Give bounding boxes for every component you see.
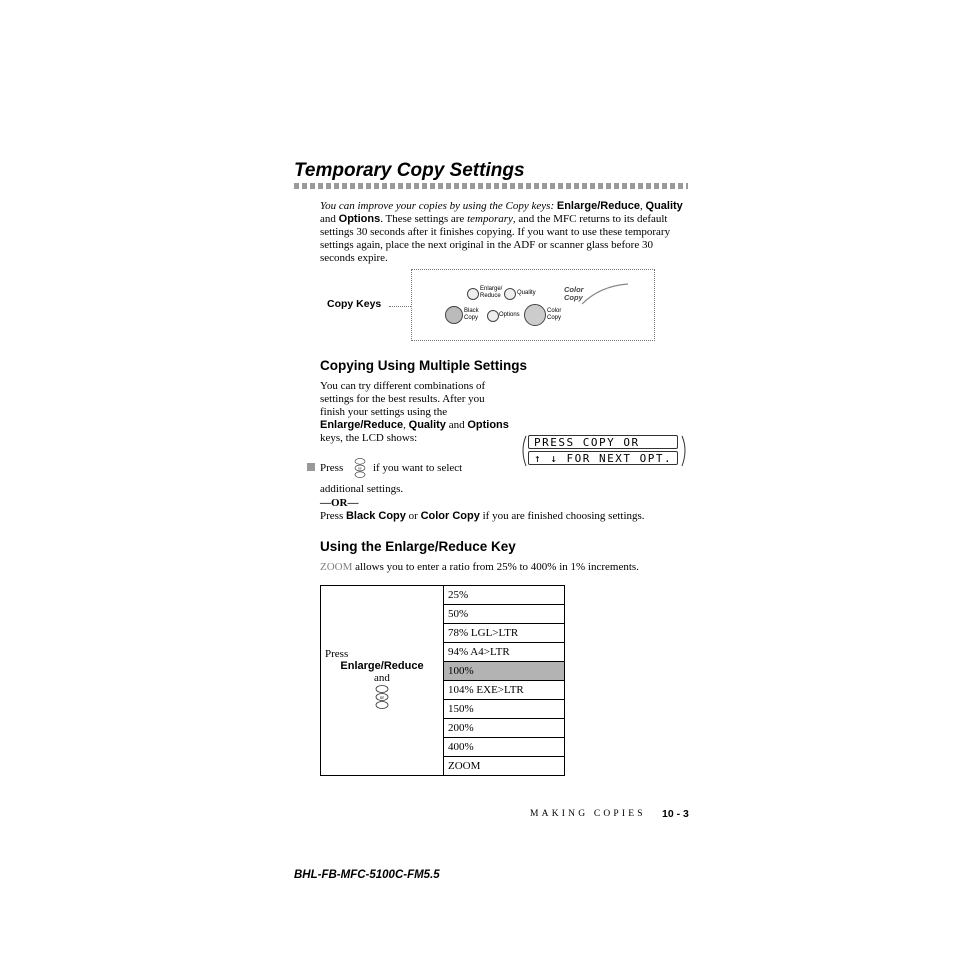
key-black-copy: Black Copy: [345, 510, 406, 522]
or-text: or: [408, 510, 418, 522]
and-text: and: [374, 672, 390, 684]
comma: ,: [640, 200, 643, 212]
press-text: Press: [325, 648, 349, 660]
page-number: 10 - 3: [662, 808, 689, 820]
zoom-paragraph: [320, 561, 700, 574]
intro-mid: . These settings are: [380, 213, 465, 225]
multi-tail: keys, the LCD shows:: [320, 432, 418, 444]
swoosh-graphic: [580, 282, 630, 306]
ratio-option: 50%: [444, 605, 565, 624]
intro-tail: , and the MFC returns to its default settings 30 seconds after it finishes copying. If you want to use these temporary settings again, place the next original in the ADF or scanner glass before 30 seconds expire.: [320, 213, 671, 264]
quality-key-label: Quality: [517, 290, 536, 296]
ratio-option: 104% EXE>LTR: [444, 681, 565, 700]
leader-line: [389, 306, 411, 307]
page-title: Temporary Copy Settings: [294, 160, 525, 181]
footer-section-name: MAKING COPIES: [530, 809, 646, 819]
options-key-label: Options: [499, 312, 520, 318]
up-down-navigation-icon: [373, 684, 391, 710]
section-heading-multiple: Copying Using Multiple Settings: [320, 358, 527, 373]
ratio-option: ZOOM: [444, 757, 565, 776]
step-bullet: [307, 463, 315, 471]
multi-paragraph: [320, 380, 510, 445]
enlarge-reduce-key[interactable]: [467, 288, 479, 300]
temporary-word: temporary: [467, 213, 513, 225]
black-copy-key-label: Black Copy: [464, 308, 479, 321]
or-glyph: or: [358, 465, 362, 471]
key-enlarge-reduce: Enlarge/Reduce: [320, 419, 404, 431]
lcd-line-2: ↑ ↓ FOR NEXT OPT.: [528, 451, 678, 465]
color-copy-logo: Color Copy: [564, 285, 584, 302]
zoom-word: ZOOM: [320, 561, 353, 573]
step-text-line-2: additional settings.: [320, 483, 404, 495]
ratio-option: 150%: [444, 700, 565, 719]
or-separator: —OR—: [320, 497, 359, 509]
press-text: Press: [320, 462, 344, 474]
finish-line: [320, 510, 700, 523]
key-enlarge-reduce: Enlarge/Reduce: [340, 660, 424, 672]
ratio-option: 400%: [444, 738, 565, 757]
table-instruction-cell: [321, 586, 444, 776]
comma: ,: [403, 419, 406, 431]
key-quality: Quality: [645, 200, 683, 212]
and-text: and: [320, 213, 336, 225]
ratio-option-selected: 100%: [444, 662, 565, 681]
intro-paragraph: [320, 200, 690, 265]
ratio-table: [320, 585, 565, 776]
lcd-line-1: PRESS COPY OR: [528, 435, 678, 449]
copy-keys-panel: [411, 269, 655, 341]
multi-lead: You can try different combinations of settings for the best results. After you finish your settings using the: [320, 380, 486, 418]
section-heading-enlarge: Using the Enlarge/Reduce Key: [320, 539, 516, 554]
ratio-option: 200%: [444, 719, 565, 738]
quality-key[interactable]: [504, 288, 516, 300]
enlarge-reduce-key-label: Enlarge/ Reduce: [480, 286, 503, 299]
intro-lead: You can improve your copies by using the Copy keys:: [320, 200, 555, 212]
and-text: and: [448, 419, 465, 431]
ratio-option: 78% LGL>LTR: [444, 624, 565, 643]
black-copy-key[interactable]: [445, 306, 463, 324]
zoom-text: allows you to enter a ratio from 25% to 400% in 1% increments.: [355, 561, 639, 573]
document-id: BHL-FB-MFC-5100C-FM5.5: [294, 869, 440, 881]
color-copy-key-label: Color Copy: [547, 308, 562, 321]
options-key[interactable]: [487, 310, 499, 322]
ratio-option: 94% A4>LTR: [444, 643, 565, 662]
key-quality: Quality: [408, 419, 446, 431]
copy-keys-label: Copy Keys: [327, 298, 382, 310]
up-down-navigation-icon: [351, 458, 369, 478]
or-glyph: or: [379, 696, 385, 701]
step-text-line-1: if you want to select: [373, 462, 463, 474]
key-color-copy: Color Copy: [420, 510, 480, 522]
key-enlarge-reduce: Enlarge/Reduce: [556, 200, 641, 212]
ratio-option: 25%: [444, 586, 565, 605]
finish-tail: if you are finished choosing settings.: [482, 510, 645, 522]
color-copy-key[interactable]: [524, 304, 546, 326]
key-options: Options: [467, 419, 509, 431]
key-options: Options: [338, 213, 381, 225]
title-divider: [294, 183, 688, 189]
press-text: Press: [320, 510, 344, 522]
